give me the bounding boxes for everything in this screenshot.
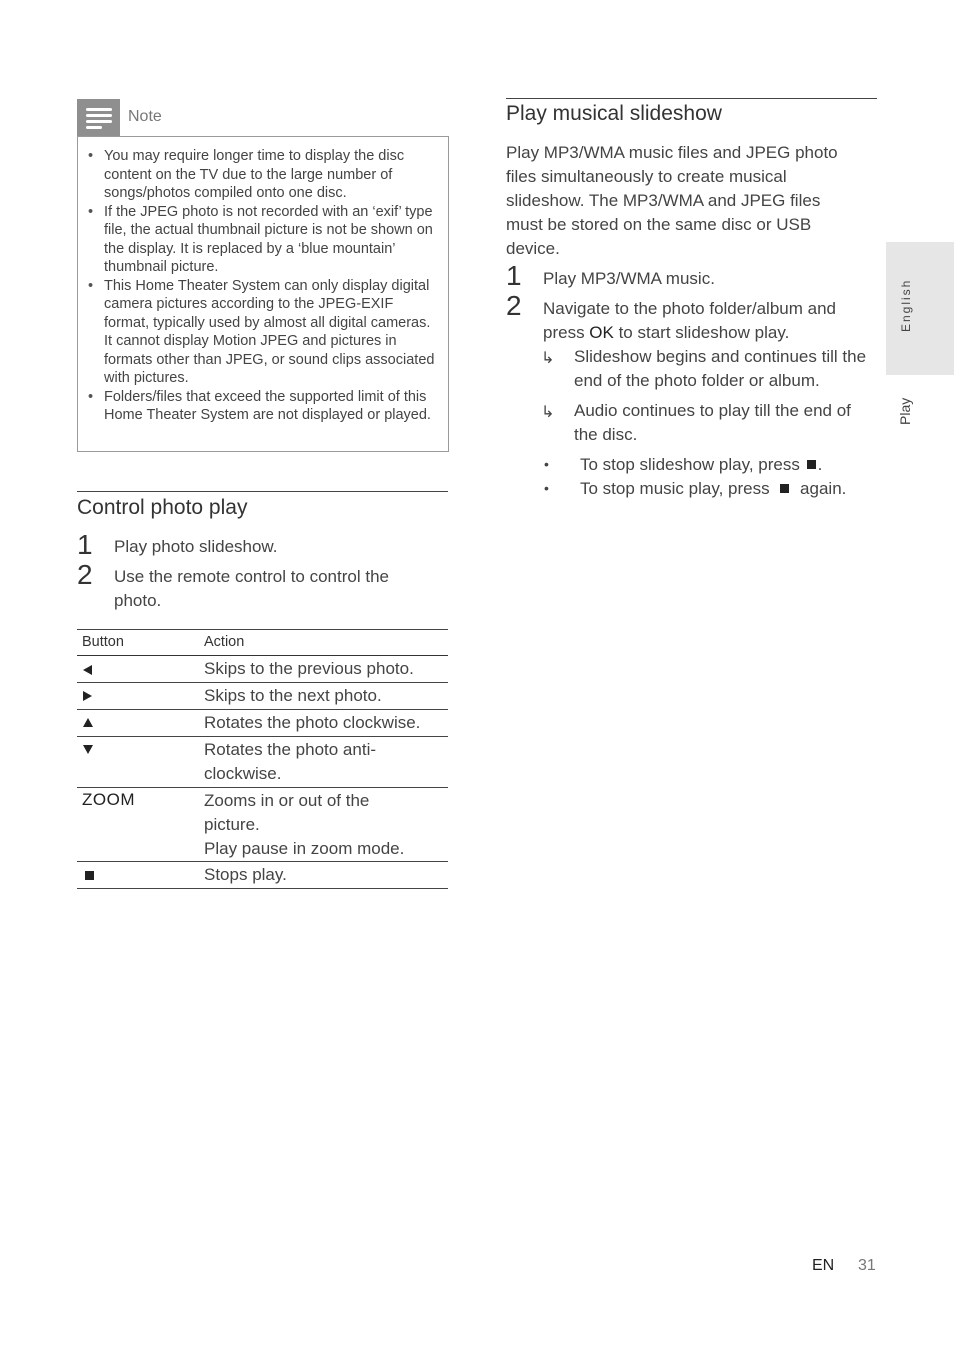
row-action: Skips to the next photo.: [204, 686, 382, 705]
table-row: [77, 788, 448, 862]
bullet-icon: •: [544, 480, 549, 496]
row-action: Stops play.: [204, 865, 287, 884]
section-title-slideshow: Play musical slideshow: [506, 102, 722, 125]
page-number: 31: [858, 1257, 876, 1274]
section-rule: [77, 491, 448, 492]
row-action: Rotates the photo clockwise.: [204, 713, 421, 732]
down-triangle-icon: [83, 745, 93, 754]
table-row: [77, 683, 448, 710]
language-label: English: [899, 278, 913, 332]
step-number: 2: [77, 559, 93, 590]
row-action: Rotates the photo anti-clockwise.: [204, 740, 377, 783]
footer-language: EN: [812, 1257, 835, 1274]
row-action: [204, 789, 434, 861]
note-item: • You may require longer time to display the disc content on the TV due to the large number of songs/photos compiled onto one disc.: [104, 147, 440, 203]
bullet-text-part: To stop slideshow play, press: [580, 455, 805, 474]
step-text-part: Navigate to the photo folder/album and press: [543, 299, 836, 342]
step-number: 2: [506, 290, 522, 321]
header-action: Action: [204, 634, 245, 650]
note-item: • Folders/files that exceed the supported limit of this Home Theater System are not displayed or played.: [104, 388, 440, 425]
table-row: [77, 862, 448, 889]
table-header: [77, 629, 448, 656]
section-title-control: Control photo play: [77, 496, 248, 519]
bullet-text: [580, 453, 880, 477]
stop-square-icon: [85, 871, 94, 880]
section-rule: [506, 98, 877, 99]
note-item: • If the JPEG photo is not recorded with an ‘exif’ type file, the actual thumbnail picture is not be shown on the display. It is replaced by a ‘blue mountain’ thumbnail picture.: [104, 203, 440, 277]
step-number: 1: [77, 529, 93, 560]
section-tab-label: Play: [897, 397, 913, 425]
left-triangle-icon: [83, 665, 92, 675]
bullet-text-part: To stop music play, press: [580, 479, 775, 498]
row-action-line: Play pause in zoom mode.: [204, 839, 405, 858]
zoom-label: ZOOM: [82, 790, 135, 809]
bullet-text-part: again.: [795, 479, 847, 498]
note-lines-icon: [77, 99, 120, 136]
table-row: [77, 710, 448, 737]
note-title: Note: [128, 108, 162, 125]
bullet-text: [580, 477, 880, 501]
stop-square-icon: [780, 484, 789, 493]
step-number: 1: [506, 260, 522, 291]
result-text: Slideshow begins and continues till the end of the photo folder or album.: [574, 347, 867, 390]
note-box: [77, 136, 449, 452]
ok-key-label: OK: [589, 323, 614, 342]
row-action-line: Zooms in or out of the picture.: [204, 791, 370, 834]
row-action: Skips to the previous photo.: [204, 659, 414, 678]
language-tab: [886, 242, 954, 375]
table-row: [77, 656, 448, 683]
step-text: [543, 297, 868, 345]
result-arrow-icon: ↳: [541, 350, 555, 367]
note-list: [78, 137, 448, 425]
result-arrow-icon: ↳: [541, 404, 555, 421]
bullet-text-part: .: [817, 455, 823, 474]
result-text: Audio continues to play till the end of the disc.: [574, 401, 851, 444]
step-text: Use the remote control to control the photo.: [114, 567, 389, 610]
step-text-part: to start slideshow play.: [613, 323, 790, 342]
step-text: Play photo slideshow.: [114, 537, 278, 556]
bullet-icon: •: [544, 456, 549, 472]
step-text: Play MP3/WMA music.: [543, 269, 715, 288]
table-row: [77, 737, 448, 788]
slideshow-intro: Play MP3/WMA music files and JPEG photo files simultaneously to create musical slideshow. The MP3/WMA and JPEG files must be stored on the same disc or USB device.: [506, 143, 838, 258]
stop-square-icon: [807, 460, 816, 469]
control-table: [77, 629, 448, 889]
header-button: Button: [82, 634, 124, 650]
note-header: [77, 99, 449, 136]
right-triangle-icon: [83, 691, 92, 701]
up-triangle-icon: [83, 718, 93, 727]
note-item: • This Home Theater System can only display digital camera pictures according to the JPEG-EXIF format, typically used by almost all digital cameras. It cannot display Motion JPEG and pictures in formats other than JPEG, or sound clips associated with pictures.: [104, 277, 440, 388]
